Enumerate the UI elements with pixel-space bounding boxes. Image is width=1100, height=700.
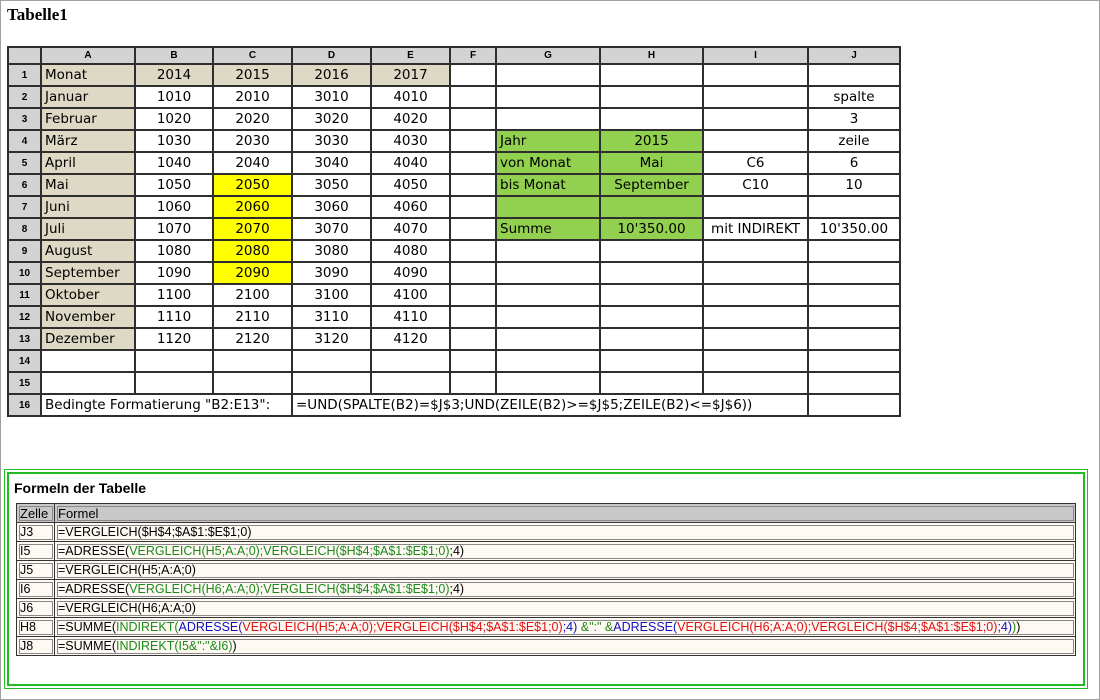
cell-j16[interactable] [808, 394, 900, 416]
cell-i4[interactable] [703, 130, 808, 152]
cell-g13[interactable] [496, 328, 600, 350]
cell-i3[interactable] [703, 108, 808, 130]
sheet-row [8, 108, 900, 130]
cell-h11[interactable] [600, 284, 703, 306]
cell-f6[interactable] [450, 174, 496, 196]
sheet-row [8, 306, 900, 328]
column-header-i[interactable]: I [703, 47, 808, 64]
cell-f11[interactable] [450, 284, 496, 306]
cell-a14[interactable] [41, 350, 135, 372]
formulas-header-row [17, 504, 1076, 523]
row-header-12[interactable]: 12 [8, 306, 41, 328]
cell-h1[interactable] [600, 64, 703, 86]
column-header-c[interactable]: C [213, 47, 292, 64]
cell-b11[interactable]: 1100 [135, 284, 213, 306]
formula-row [17, 637, 1076, 656]
cell-b12[interactable]: 1110 [135, 306, 213, 328]
cell-b13[interactable]: 1120 [135, 328, 213, 350]
formula-part: VERGLEICH(H5;A:A;0);VERGLEICH($H$4;$A$1:$E$1;0) [129, 544, 450, 558]
cell-h2[interactable] [600, 86, 703, 108]
cell-a4[interactable]: März [41, 130, 135, 152]
cell-i6[interactable]: C10 [703, 174, 808, 196]
cell-a3[interactable]: Februar [41, 108, 135, 130]
cell-i8[interactable]: mit INDIREKT [703, 218, 808, 240]
cell-b2[interactable]: 1010 [135, 86, 213, 108]
formula-part: =ADRESSE( [58, 544, 130, 558]
cell-b4[interactable]: 1030 [135, 130, 213, 152]
formula-text [55, 618, 1076, 637]
cell-j10[interactable] [808, 262, 900, 284]
cell-i1[interactable] [703, 64, 808, 86]
formula-part: &":" & [577, 620, 614, 634]
formula-part: ADRESSE( [178, 620, 243, 634]
formula-part: ) [232, 639, 237, 653]
cell-f2[interactable] [450, 86, 496, 108]
cell-d15[interactable] [292, 372, 371, 394]
cell-b10[interactable]: 1090 [135, 262, 213, 284]
formula-text [55, 561, 1076, 580]
formula-part: ) [1016, 620, 1021, 634]
cell-f4[interactable] [450, 130, 496, 152]
formula-row [17, 561, 1076, 580]
cell-f15[interactable] [450, 372, 496, 394]
column-header-e[interactable]: E [371, 47, 450, 64]
cell-e5[interactable]: 4040 [371, 152, 450, 174]
cell-d7[interactable]: 3060 [292, 196, 371, 218]
cell-j12[interactable] [808, 306, 900, 328]
cell-b8[interactable]: 1070 [135, 218, 213, 240]
cell-g1[interactable] [496, 64, 600, 86]
cell-f9[interactable] [450, 240, 496, 262]
formula-row [17, 599, 1076, 618]
cell-d10[interactable]: 3090 [292, 262, 371, 284]
cell-a2[interactable]: Januar [41, 86, 135, 108]
cell-i14[interactable] [703, 350, 808, 372]
column-header-a[interactable]: A [41, 47, 135, 64]
sheet-row [8, 86, 900, 108]
cell-a13[interactable]: Dezember [41, 328, 135, 350]
cell-c13[interactable]: 2120 [213, 328, 292, 350]
cell-f1[interactable] [450, 64, 496, 86]
sheet-row [8, 152, 900, 174]
cell-f3[interactable] [450, 108, 496, 130]
formula-part: VERGLEICH(H5;A:A;0);VERGLEICH($H$4;$A$1:$E$1;0) [242, 620, 563, 634]
cell-b3[interactable]: 1020 [135, 108, 213, 130]
formula-part: =SUMME( [58, 639, 116, 653]
cell-d14[interactable] [292, 350, 371, 372]
cell-f8[interactable] [450, 218, 496, 240]
formula-cell-ref: J8 [17, 637, 55, 656]
cell-b14[interactable] [135, 350, 213, 372]
formula-text [55, 599, 1076, 618]
cell-c5[interactable]: 2040 [213, 152, 292, 174]
cell-b9[interactable]: 1080 [135, 240, 213, 262]
cell-i7[interactable] [703, 196, 808, 218]
cell-i15[interactable] [703, 372, 808, 394]
row-header-16[interactable]: 16 [8, 394, 41, 416]
formula-cell-ref: J3 [17, 523, 55, 542]
cell-b6[interactable]: 1050 [135, 174, 213, 196]
cell-a10[interactable]: September [41, 262, 135, 284]
row-header-15[interactable]: 15 [8, 372, 41, 394]
cell-c3[interactable]: 2020 [213, 108, 292, 130]
cell-c9[interactable]: 2080 [213, 240, 292, 262]
cell-d13[interactable]: 3120 [292, 328, 371, 350]
cell-d6[interactable]: 3050 [292, 174, 371, 196]
cell-j7[interactable] [808, 196, 900, 218]
row-header-2[interactable]: 2 [8, 86, 41, 108]
row-header-10[interactable]: 10 [8, 262, 41, 284]
cell-d11[interactable]: 3100 [292, 284, 371, 306]
formula-part: =VERGLEICH(H5;A:A;0) [58, 563, 196, 577]
cell-f5[interactable] [450, 152, 496, 174]
cell-a12[interactable]: November [41, 306, 135, 328]
cell-f12[interactable] [450, 306, 496, 328]
cell-h12[interactable] [600, 306, 703, 328]
cell-e9[interactable]: 4080 [371, 240, 450, 262]
sheet-row [8, 372, 900, 394]
cell-e12[interactable]: 4110 [371, 306, 450, 328]
cell-f13[interactable] [450, 328, 496, 350]
cell-i12[interactable] [703, 306, 808, 328]
cell-a6[interactable]: Mai [41, 174, 135, 196]
sheet-row [8, 262, 900, 284]
cell-e14[interactable] [371, 350, 450, 372]
cell-e15[interactable] [371, 372, 450, 394]
sheet-row [8, 350, 900, 372]
cell-b7[interactable]: 1060 [135, 196, 213, 218]
cell-g4[interactable]: Jahr [496, 130, 600, 152]
cell-d5[interactable]: 3040 [292, 152, 371, 174]
cell-c6[interactable]: 2050 [213, 174, 292, 196]
cell-d4[interactable]: 3030 [292, 130, 371, 152]
cell-c15[interactable] [213, 372, 292, 394]
conditional-format-label[interactable]: Bedingte Formatierung "B2:E13": [41, 394, 292, 416]
cell-d2[interactable]: 3010 [292, 86, 371, 108]
cell-j13[interactable] [808, 328, 900, 350]
cell-a15[interactable] [41, 372, 135, 394]
row-header-7[interactable]: 7 [8, 196, 41, 218]
formula-cell-ref: J5 [17, 561, 55, 580]
cell-f14[interactable] [450, 350, 496, 372]
cell-j6[interactable]: 10 [808, 174, 900, 196]
cell-h4[interactable]: 2015 [600, 130, 703, 152]
column-header-b[interactable]: B [135, 47, 213, 64]
formula-part: VERGLEICH(H6;A:A;0);VERGLEICH($H$4;$A$1:$E$1;0) [129, 582, 450, 596]
sheet-row [8, 174, 900, 196]
cell-c7[interactable]: 2060 [213, 196, 292, 218]
cell-d1[interactable]: 2016 [292, 64, 371, 86]
cell-b15[interactable] [135, 372, 213, 394]
cell-g12[interactable] [496, 306, 600, 328]
column-header-d[interactable]: D [292, 47, 371, 64]
formula-text [55, 580, 1076, 599]
cell-e1[interactable]: 2017 [371, 64, 450, 86]
cell-c8[interactable]: 2070 [213, 218, 292, 240]
row-header-3[interactable]: 3 [8, 108, 41, 130]
formulas-table [16, 503, 1076, 656]
formula-part: INDIREKT(I5&":"&I6) [116, 639, 233, 653]
formula-part: VERGLEICH(H6;A:A;0);VERGLEICH($H$4;$A$1:$E$1;0) [677, 620, 998, 634]
cell-j14[interactable] [808, 350, 900, 372]
sheet-title: Tabelle1 [7, 5, 68, 24]
cell-g5[interactable]: von Monat [496, 152, 600, 174]
formula-part: INDIREKT( [116, 620, 179, 634]
cell-a1[interactable]: Monat [41, 64, 135, 86]
cell-c10[interactable]: 2090 [213, 262, 292, 284]
cell-e4[interactable]: 4030 [371, 130, 450, 152]
cell-j2[interactable]: spalte [808, 86, 900, 108]
cell-g11[interactable] [496, 284, 600, 306]
formula-cell-ref: I5 [17, 542, 55, 561]
cell-j8[interactable]: 10'350.00 [808, 218, 900, 240]
cell-h7[interactable] [600, 196, 703, 218]
formula-cell-ref: I6 [17, 580, 55, 599]
formula-text [55, 637, 1076, 656]
sheet-row [8, 328, 900, 350]
sheet-row [8, 284, 900, 306]
formula-part: =VERGLEICH($H$4;$A$1:$E$1;0) [58, 525, 252, 539]
cell-i10[interactable] [703, 262, 808, 284]
cell-i9[interactable] [703, 240, 808, 262]
column-header-f[interactable]: F [450, 47, 496, 64]
cell-g9[interactable] [496, 240, 600, 262]
cell-j5[interactable]: 6 [808, 152, 900, 174]
sheet-row [8, 64, 900, 86]
cell-g15[interactable] [496, 372, 600, 394]
cell-b5[interactable]: 1040 [135, 152, 213, 174]
cell-f7[interactable] [450, 196, 496, 218]
row-header-1[interactable]: 1 [8, 64, 41, 86]
cell-g2[interactable] [496, 86, 600, 108]
cell-j1[interactable] [808, 64, 900, 86]
formula-part: ADRESSE( [613, 620, 678, 634]
cell-h10[interactable] [600, 262, 703, 284]
cell-h5[interactable]: Mai [600, 152, 703, 174]
row-header-6[interactable]: 6 [8, 174, 41, 196]
cell-g7[interactable] [496, 196, 600, 218]
formulas-title: Formeln der Tabelle [14, 480, 146, 496]
cell-g8[interactable]: Summe [496, 218, 600, 240]
formulas-panel [7, 472, 1085, 686]
column-header-j[interactable]: J [808, 47, 900, 64]
cell-e2[interactable]: 4010 [371, 86, 450, 108]
formula-part: ;4) [562, 620, 578, 634]
formula-cell-ref: H8 [17, 618, 55, 637]
cell-h8[interactable]: 10'350.00 [600, 218, 703, 240]
column-header-row [8, 47, 900, 64]
cell-d12[interactable]: 3110 [292, 306, 371, 328]
formula-row [17, 618, 1076, 637]
row-header-4[interactable]: 4 [8, 130, 41, 152]
cell-e3[interactable]: 4020 [371, 108, 450, 130]
cell-d8[interactable]: 3070 [292, 218, 371, 240]
formula-text [55, 523, 1076, 542]
cell-d9[interactable]: 3080 [292, 240, 371, 262]
cell-e13[interactable]: 4120 [371, 328, 450, 350]
cell-g10[interactable] [496, 262, 600, 284]
formula-part: ;4) [449, 582, 465, 596]
sheet-row [8, 130, 900, 152]
cell-a11[interactable]: Oktober [41, 284, 135, 306]
cell-j3[interactable]: 3 [808, 108, 900, 130]
cell-i11[interactable] [703, 284, 808, 306]
cell-c11[interactable]: 2100 [213, 284, 292, 306]
cell-c12[interactable]: 2110 [213, 306, 292, 328]
cell-h9[interactable] [600, 240, 703, 262]
column-header-h[interactable]: H [600, 47, 703, 64]
row-header-9[interactable]: 9 [8, 240, 41, 262]
cell-j15[interactable] [808, 372, 900, 394]
cell-b1[interactable]: 2014 [135, 64, 213, 86]
cell-e7[interactable]: 4060 [371, 196, 450, 218]
cell-e11[interactable]: 4100 [371, 284, 450, 306]
cell-a9[interactable]: August [41, 240, 135, 262]
cell-c4[interactable]: 2030 [213, 130, 292, 152]
cell-f10[interactable] [450, 262, 496, 284]
sheet-row [8, 218, 900, 240]
formula-part: ;4) [997, 620, 1013, 634]
cell-i13[interactable] [703, 328, 808, 350]
cell-c14[interactable] [213, 350, 292, 372]
formula-part: =VERGLEICH(H6;A:A;0) [58, 601, 196, 615]
cell-e6[interactable]: 4050 [371, 174, 450, 196]
cell-h6[interactable]: September [600, 174, 703, 196]
formula-text [55, 542, 1076, 561]
cell-g3[interactable] [496, 108, 600, 130]
cell-i5[interactable]: C6 [703, 152, 808, 174]
formula-cell-ref: J6 [17, 599, 55, 618]
cell-h13[interactable] [600, 328, 703, 350]
cell-j4[interactable]: zeile [808, 130, 900, 152]
formula-row [17, 523, 1076, 542]
cell-d3[interactable]: 3020 [292, 108, 371, 130]
cell-h15[interactable] [600, 372, 703, 394]
row-header-11[interactable]: 11 [8, 284, 41, 306]
cell-a8[interactable]: Juli [41, 218, 135, 240]
sheet-row [8, 240, 900, 262]
column-header-g[interactable]: G [496, 47, 600, 64]
cell-g6[interactable]: bis Monat [496, 174, 600, 196]
row-header-8[interactable]: 8 [8, 218, 41, 240]
cell-e8[interactable]: 4070 [371, 218, 450, 240]
formulas-header-cell: Zelle [17, 504, 55, 523]
spreadsheet-grid [7, 46, 901, 417]
formulas-header-formula: Formel [55, 504, 1076, 523]
cell-h14[interactable] [600, 350, 703, 372]
cell-c1[interactable]: 2015 [213, 64, 292, 86]
row-header-13[interactable]: 13 [8, 328, 41, 350]
formula-part: ) [1012, 620, 1017, 634]
cell-i2[interactable] [703, 86, 808, 108]
formula-row [17, 580, 1076, 599]
cell-c2[interactable]: 2010 [213, 86, 292, 108]
cell-h3[interactable] [600, 108, 703, 130]
cell-j9[interactable] [808, 240, 900, 262]
cell-a5[interactable]: April [41, 152, 135, 174]
formula-part: ;4) [449, 544, 465, 558]
formula-part: =SUMME( [58, 620, 116, 634]
sheet-row [8, 394, 900, 416]
conditional-format-formula[interactable]: =UND(SPALTE(B2)=$J$3;UND(ZEILE(B2)>=$J$5;ZEILE(B2)<=$J$6)) [292, 394, 808, 416]
cell-e10[interactable]: 4090 [371, 262, 450, 284]
cell-a7[interactable]: Juni [41, 196, 135, 218]
cell-j11[interactable] [808, 284, 900, 306]
select-all-corner[interactable] [8, 47, 41, 64]
sheet-row [8, 196, 900, 218]
row-header-14[interactable]: 14 [8, 350, 41, 372]
cell-g14[interactable] [496, 350, 600, 372]
row-header-5[interactable]: 5 [8, 152, 41, 174]
formula-part: =ADRESSE( [58, 582, 130, 596]
formula-row [17, 542, 1076, 561]
